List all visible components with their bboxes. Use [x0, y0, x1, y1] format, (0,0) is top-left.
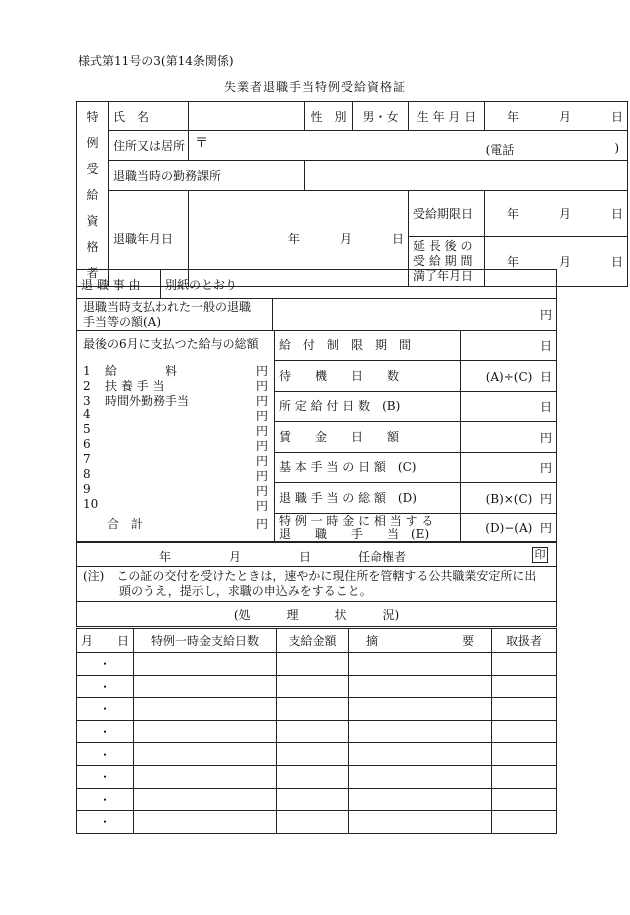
- proc-cell[interactable]: [134, 788, 277, 811]
- salary-item[interactable]: [83, 422, 268, 437]
- side-label-char: 給: [86, 188, 99, 202]
- proc-column-header: 支給金額: [277, 629, 349, 653]
- salary-item[interactable]: [83, 497, 268, 512]
- right-item-label: 所 定 給 付 日 数 (B): [275, 392, 461, 422]
- side-label-char: 例: [86, 136, 99, 150]
- right-item-label: 特 例 一 時 金 に 相 当 す る 退 職 手 当 (E): [275, 514, 461, 542]
- proc-cell[interactable]: [492, 811, 557, 834]
- proc-cell[interactable]: [77, 698, 134, 721]
- proc-cell[interactable]: [77, 765, 134, 788]
- salary-item[interactable]: [83, 452, 268, 467]
- proc-cell[interactable]: [277, 743, 349, 766]
- date-separator: ・: [98, 679, 111, 694]
- proc-row: [77, 720, 557, 743]
- side-label-char: 者: [86, 266, 99, 280]
- proc-cell[interactable]: [277, 698, 349, 721]
- right-item-value[interactable]: [461, 392, 557, 422]
- day-unit: 日: [299, 550, 312, 564]
- right-item-value[interactable]: [461, 453, 557, 483]
- year-unit: 年: [506, 254, 519, 269]
- month-unit: 月: [558, 109, 571, 124]
- deadline-label: 受給期限日: [409, 191, 485, 237]
- day-unit: 日: [391, 231, 404, 246]
- proc-cell[interactable]: [492, 743, 557, 766]
- date-separator: ・: [98, 815, 111, 830]
- proc-cell[interactable]: [349, 743, 492, 766]
- proc-cell[interactable]: [134, 765, 277, 788]
- side-label: [77, 102, 109, 287]
- proc-cell[interactable]: [349, 675, 492, 698]
- date-separator: ・: [98, 702, 111, 717]
- proc-cell[interactable]: [349, 811, 492, 834]
- yen-unit: 円: [255, 454, 268, 468]
- proc-cell[interactable]: [277, 788, 349, 811]
- proc-cell[interactable]: [134, 720, 277, 743]
- note-text: (注) この証の交付を受けたときは，速やかに現住所を管轄する公共職業安定所に出 頭のうえ，提示し，求職の申込みをすること。: [77, 567, 557, 602]
- proc-row: [77, 653, 557, 676]
- form-number: 様式第11号の3(第14条関係): [78, 54, 234, 68]
- yen-unit: 円: [255, 469, 268, 483]
- phone-close: ): [614, 141, 619, 155]
- proc-cell[interactable]: [134, 698, 277, 721]
- year-unit: 年: [506, 206, 519, 221]
- address-label: 住所又は居所: [109, 131, 189, 161]
- proc-column-header: 特例一時金支給日数: [134, 629, 277, 653]
- salary-item[interactable]: [83, 467, 268, 482]
- right-item-label: 賃 金 日 額: [275, 422, 461, 453]
- allowance-label: 退職当時支払われた一般の退職 手当等の額(A): [77, 299, 273, 331]
- yen-unit: 円: [255, 439, 268, 453]
- yen-unit: 円: [255, 379, 268, 393]
- proc-cell[interactable]: [277, 653, 349, 676]
- yen-unit: 円: [255, 424, 268, 438]
- proc-cell[interactable]: [134, 811, 277, 834]
- salary-item-number: 5: [83, 422, 91, 436]
- proc-cell[interactable]: [277, 765, 349, 788]
- retire-date-label: 退職年月日: [109, 191, 189, 287]
- side-label-char: 特: [86, 110, 99, 124]
- yen-unit: 円: [255, 517, 268, 531]
- right-item-label: 基 本 手 当 の 日 額 (C): [275, 453, 461, 483]
- right-item-label: 待 機 日 数: [275, 361, 461, 392]
- proc-cell[interactable]: [77, 720, 134, 743]
- name-label: 氏 名: [109, 102, 189, 131]
- proc-cell[interactable]: [134, 653, 277, 676]
- right-item-value[interactable]: [461, 331, 557, 361]
- proc-cell[interactable]: [492, 788, 557, 811]
- proc-cell[interactable]: [277, 811, 349, 834]
- salary-item-number: 8: [83, 467, 91, 481]
- proc-cell[interactable]: [492, 765, 557, 788]
- proc-cell[interactable]: [77, 811, 134, 834]
- salary-item-number: 6: [83, 437, 91, 451]
- salary-table: [76, 330, 557, 542]
- month-unit: 月: [339, 231, 352, 246]
- proc-column-header: 摘 要: [349, 629, 492, 653]
- sex-value[interactable]: 男・女: [353, 102, 409, 131]
- yen-unit: 円: [255, 499, 268, 513]
- month-unit: 月: [558, 254, 571, 269]
- right-item-unit: 日: [539, 339, 552, 353]
- proc-cell[interactable]: [349, 698, 492, 721]
- page-title: 失業者退職手当特例受給資格証: [223, 80, 406, 94]
- right-item-value[interactable]: [461, 483, 557, 514]
- month-unit: 月: [229, 550, 242, 564]
- day-unit: 日: [610, 206, 623, 221]
- salary-header: 最後の6月に支払つた給与の総額: [83, 337, 259, 351]
- postal-mark: 〒: [195, 136, 209, 151]
- proc-cell[interactable]: [349, 765, 492, 788]
- salary-item-number: 3: [83, 394, 91, 408]
- date-separator: ・: [98, 747, 111, 762]
- right-item-formula: (B)×(C): [485, 491, 533, 506]
- yen-unit: 円: [255, 364, 268, 378]
- proc-row: [77, 788, 557, 811]
- proc-cell[interactable]: [349, 720, 492, 743]
- date-separator: ・: [98, 792, 111, 807]
- year-unit: 年: [506, 109, 519, 124]
- proc-row: [77, 743, 557, 766]
- date-separator: ・: [98, 770, 111, 785]
- allowance-field[interactable]: [273, 299, 557, 331]
- birth-date-field[interactable]: [485, 102, 628, 131]
- yen-unit: 円: [255, 484, 268, 498]
- side-label-char: 格: [86, 240, 99, 254]
- salary-item[interactable]: [83, 377, 268, 392]
- proc-cell[interactable]: [349, 653, 492, 676]
- month-unit: 月: [558, 206, 571, 221]
- date-separator: ・: [98, 725, 111, 740]
- proc-row: [77, 675, 557, 698]
- proc-cell[interactable]: [277, 720, 349, 743]
- salary-item-number: 2: [83, 379, 91, 393]
- salary-item[interactable]: [83, 362, 268, 377]
- proc-row: [77, 698, 557, 721]
- proc-cell[interactable]: [77, 653, 134, 676]
- right-item-unit: 円: [539, 430, 552, 445]
- salary-item-name: 時間外勤務手当: [105, 394, 190, 408]
- reason-value: 別紙のとおり: [161, 270, 557, 299]
- salary-item-number: 7: [83, 452, 91, 466]
- salary-item-name: 給 料: [105, 364, 178, 378]
- right-item-unit: 円: [539, 491, 552, 506]
- proc-column-header: 月 日: [77, 629, 134, 653]
- sex-label: 性 別: [305, 102, 353, 131]
- salary-item-name: 扶 養 手 当: [105, 379, 165, 393]
- yen-unit: 円: [255, 394, 268, 408]
- right-item-unit: 日: [539, 369, 552, 384]
- right-item-value[interactable]: [461, 514, 557, 542]
- right-item-unit: 円: [539, 461, 552, 475]
- proc-cell[interactable]: [492, 720, 557, 743]
- year-unit: 年: [159, 550, 172, 564]
- salary-item-number: 1: [83, 364, 91, 378]
- birth-label: 生 年 月 日: [409, 102, 485, 131]
- salary-item[interactable]: [83, 392, 268, 407]
- right-item-label: 給 付 制 限 期 間: [275, 331, 461, 361]
- deadline-field[interactable]: [485, 191, 628, 237]
- right-item-value[interactable]: [461, 361, 557, 392]
- name-field[interactable]: [189, 102, 305, 131]
- proc-cell[interactable]: [277, 675, 349, 698]
- proc-row: [77, 811, 557, 834]
- right-item-unit: 日: [539, 400, 552, 414]
- total-label: 合 計: [107, 517, 144, 531]
- salary-cell: [77, 331, 275, 542]
- phone-label: (電話: [485, 143, 515, 157]
- right-item-value[interactable]: [461, 422, 557, 453]
- salary-item[interactable]: [83, 482, 268, 497]
- certificate-table: [76, 101, 628, 287]
- office-label: 退職当時の勤務課所: [109, 161, 305, 191]
- yen-unit: 円: [539, 308, 552, 322]
- retirement-table: [76, 269, 557, 331]
- proc-cell[interactable]: [492, 698, 557, 721]
- proc-cell[interactable]: [77, 788, 134, 811]
- salary-item-number: 9: [83, 482, 91, 496]
- proc-row: [77, 765, 557, 788]
- side-label-char: 受: [86, 162, 99, 176]
- seal-stamp: 印: [532, 547, 548, 563]
- right-item-label: 退 職 手 当 の 総 額 (D): [275, 483, 461, 514]
- salary-item-number: 4: [83, 407, 91, 421]
- proc-cell[interactable]: [492, 675, 557, 698]
- proc-cell[interactable]: [134, 743, 277, 766]
- side-label-char: 資: [86, 214, 99, 228]
- day-unit: 日: [610, 109, 623, 124]
- right-item-unit: 円: [539, 521, 552, 535]
- processing-table: [76, 628, 557, 834]
- extended-label: 延 長 後 の 受 給 期 間 満了年月日: [409, 236, 485, 286]
- salary-item-number: 10: [83, 497, 99, 511]
- proc-column-header: 取扱者: [492, 629, 557, 653]
- processing-header: (処 理 状 況): [77, 602, 557, 627]
- right-item-formula: (A)÷(C): [485, 369, 533, 384]
- issuer-label: 任命権者: [358, 550, 407, 564]
- proc-cell[interactable]: [492, 653, 557, 676]
- address-field[interactable]: [189, 131, 628, 161]
- salary-item[interactable]: [83, 437, 268, 452]
- date-separator: ・: [98, 657, 111, 672]
- reason-label: 退 職 事 由: [77, 270, 161, 299]
- proc-cell[interactable]: [349, 788, 492, 811]
- proc-cell[interactable]: [77, 743, 134, 766]
- yen-unit: 円: [255, 409, 268, 423]
- proc-cell[interactable]: [77, 675, 134, 698]
- right-item-formula: (D)−(A): [485, 521, 533, 535]
- proc-cell[interactable]: [134, 675, 277, 698]
- day-unit: 日: [610, 254, 623, 269]
- issue-date-row[interactable]: [77, 543, 557, 567]
- salary-item[interactable]: [83, 407, 268, 422]
- office-field[interactable]: [305, 161, 628, 191]
- issuer-table: [76, 542, 557, 627]
- year-unit: 年: [287, 231, 300, 246]
